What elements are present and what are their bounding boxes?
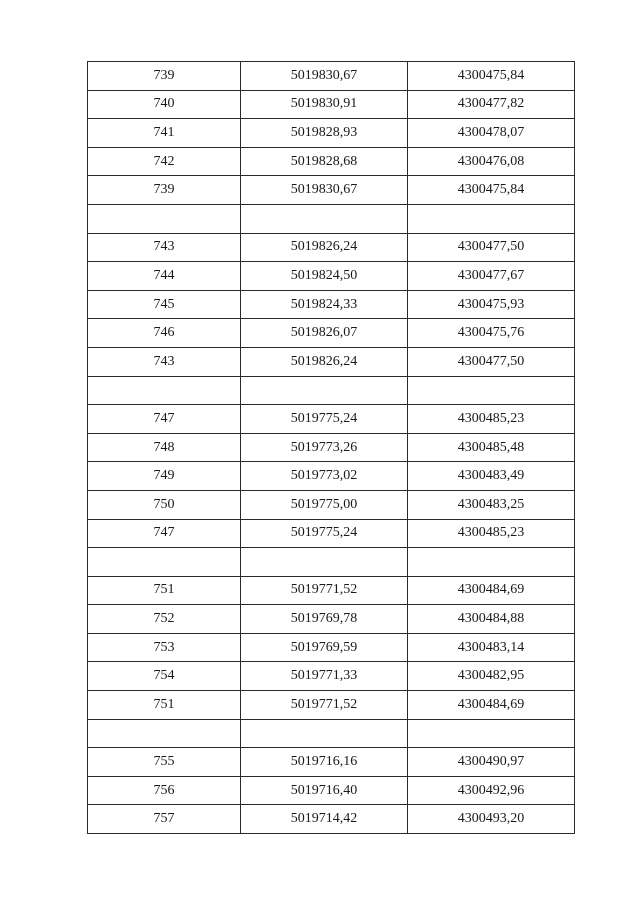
table-row [88,119,575,148]
table-row [88,462,575,491]
x-coordinate-cell: 5019828,93 [241,119,408,148]
y-coordinate-cell: 4300483,49 [408,462,575,491]
x-coordinate-cell: 5019824,50 [241,262,408,291]
table-row [88,605,575,634]
x-coordinate-cell: 5019716,16 [241,748,408,777]
table-row [88,662,575,691]
point-number-cell: 751 [88,576,241,605]
x-coordinate-cell: 5019775,24 [241,405,408,434]
point-number-cell: 747 [88,405,241,434]
point-number-cell: 744 [88,262,241,291]
y-coordinate-cell: 4300484,69 [408,691,575,720]
table-row [88,548,575,577]
y-coordinate-cell: 4300483,25 [408,490,575,519]
table-row [88,576,575,605]
x-coordinate-cell: 5019771,52 [241,576,408,605]
table-row [88,62,575,91]
table-row [88,633,575,662]
table-row [88,719,575,748]
x-coordinate-cell: 5019716,40 [241,776,408,805]
y-coordinate-cell [408,376,575,405]
table-row [88,691,575,720]
x-coordinate-cell [241,548,408,577]
table-row [88,376,575,405]
x-coordinate-cell: 5019769,78 [241,605,408,634]
point-number-cell: 753 [88,633,241,662]
point-number-cell: 750 [88,490,241,519]
table-row [88,147,575,176]
point-number-cell: 755 [88,748,241,777]
table-row [88,262,575,291]
point-number-cell: 742 [88,147,241,176]
point-number-cell: 754 [88,662,241,691]
x-coordinate-cell: 5019830,67 [241,176,408,205]
y-coordinate-cell: 4300493,20 [408,805,575,834]
y-coordinate-cell: 4300477,50 [408,233,575,262]
point-number-cell: 757 [88,805,241,834]
point-number-cell: 743 [88,347,241,376]
y-coordinate-cell: 4300477,82 [408,90,575,119]
table-row [88,805,575,834]
x-coordinate-cell: 5019775,24 [241,519,408,548]
y-coordinate-cell: 4300485,23 [408,519,575,548]
point-number-cell: 749 [88,462,241,491]
point-number-cell [88,548,241,577]
x-coordinate-cell: 5019773,26 [241,433,408,462]
point-number-cell: 751 [88,691,241,720]
table-row [88,290,575,319]
y-coordinate-cell: 4300490,97 [408,748,575,777]
point-number-cell: 740 [88,90,241,119]
table-row [88,519,575,548]
table-row [88,233,575,262]
x-coordinate-cell: 5019826,24 [241,347,408,376]
x-coordinate-cell [241,719,408,748]
point-number-cell: 747 [88,519,241,548]
x-coordinate-cell: 5019830,67 [241,62,408,91]
coordinates-table-body [88,62,575,834]
point-number-cell: 756 [88,776,241,805]
x-coordinate-cell: 5019775,00 [241,490,408,519]
point-number-cell: 743 [88,233,241,262]
y-coordinate-cell: 4300485,48 [408,433,575,462]
point-number-cell: 745 [88,290,241,319]
y-coordinate-cell: 4300484,88 [408,605,575,634]
table-row [88,405,575,434]
x-coordinate-cell: 5019773,02 [241,462,408,491]
x-coordinate-cell: 5019828,68 [241,147,408,176]
y-coordinate-cell: 4300483,14 [408,633,575,662]
x-coordinate-cell [241,376,408,405]
x-coordinate-cell: 5019714,42 [241,805,408,834]
x-coordinate-cell: 5019824,33 [241,290,408,319]
y-coordinate-cell: 4300477,67 [408,262,575,291]
table-row [88,176,575,205]
table-row [88,347,575,376]
table-row [88,776,575,805]
coordinates-table [87,61,575,834]
point-number-cell: 741 [88,119,241,148]
x-coordinate-cell: 5019769,59 [241,633,408,662]
table-row [88,490,575,519]
x-coordinate-cell: 5019771,33 [241,662,408,691]
x-coordinate-cell: 5019826,07 [241,319,408,348]
table-row [88,90,575,119]
point-number-cell [88,204,241,233]
y-coordinate-cell [408,548,575,577]
y-coordinate-cell: 4300476,08 [408,147,575,176]
y-coordinate-cell [408,204,575,233]
table-row [88,433,575,462]
y-coordinate-cell: 4300477,50 [408,347,575,376]
y-coordinate-cell [408,719,575,748]
point-number-cell: 752 [88,605,241,634]
y-coordinate-cell: 4300485,23 [408,405,575,434]
point-number-cell: 748 [88,433,241,462]
y-coordinate-cell: 4300482,95 [408,662,575,691]
point-number-cell: 739 [88,176,241,205]
y-coordinate-cell: 4300484,69 [408,576,575,605]
y-coordinate-cell: 4300475,76 [408,319,575,348]
point-number-cell: 746 [88,319,241,348]
y-coordinate-cell: 4300475,84 [408,176,575,205]
y-coordinate-cell: 4300478,07 [408,119,575,148]
x-coordinate-cell: 5019826,24 [241,233,408,262]
y-coordinate-cell: 4300492,96 [408,776,575,805]
point-number-cell [88,719,241,748]
y-coordinate-cell: 4300475,93 [408,290,575,319]
x-coordinate-cell [241,204,408,233]
x-coordinate-cell: 5019771,52 [241,691,408,720]
table-row [88,748,575,777]
x-coordinate-cell: 5019830,91 [241,90,408,119]
y-coordinate-cell: 4300475,84 [408,62,575,91]
point-number-cell: 739 [88,62,241,91]
table-row [88,319,575,348]
table-row [88,204,575,233]
point-number-cell [88,376,241,405]
